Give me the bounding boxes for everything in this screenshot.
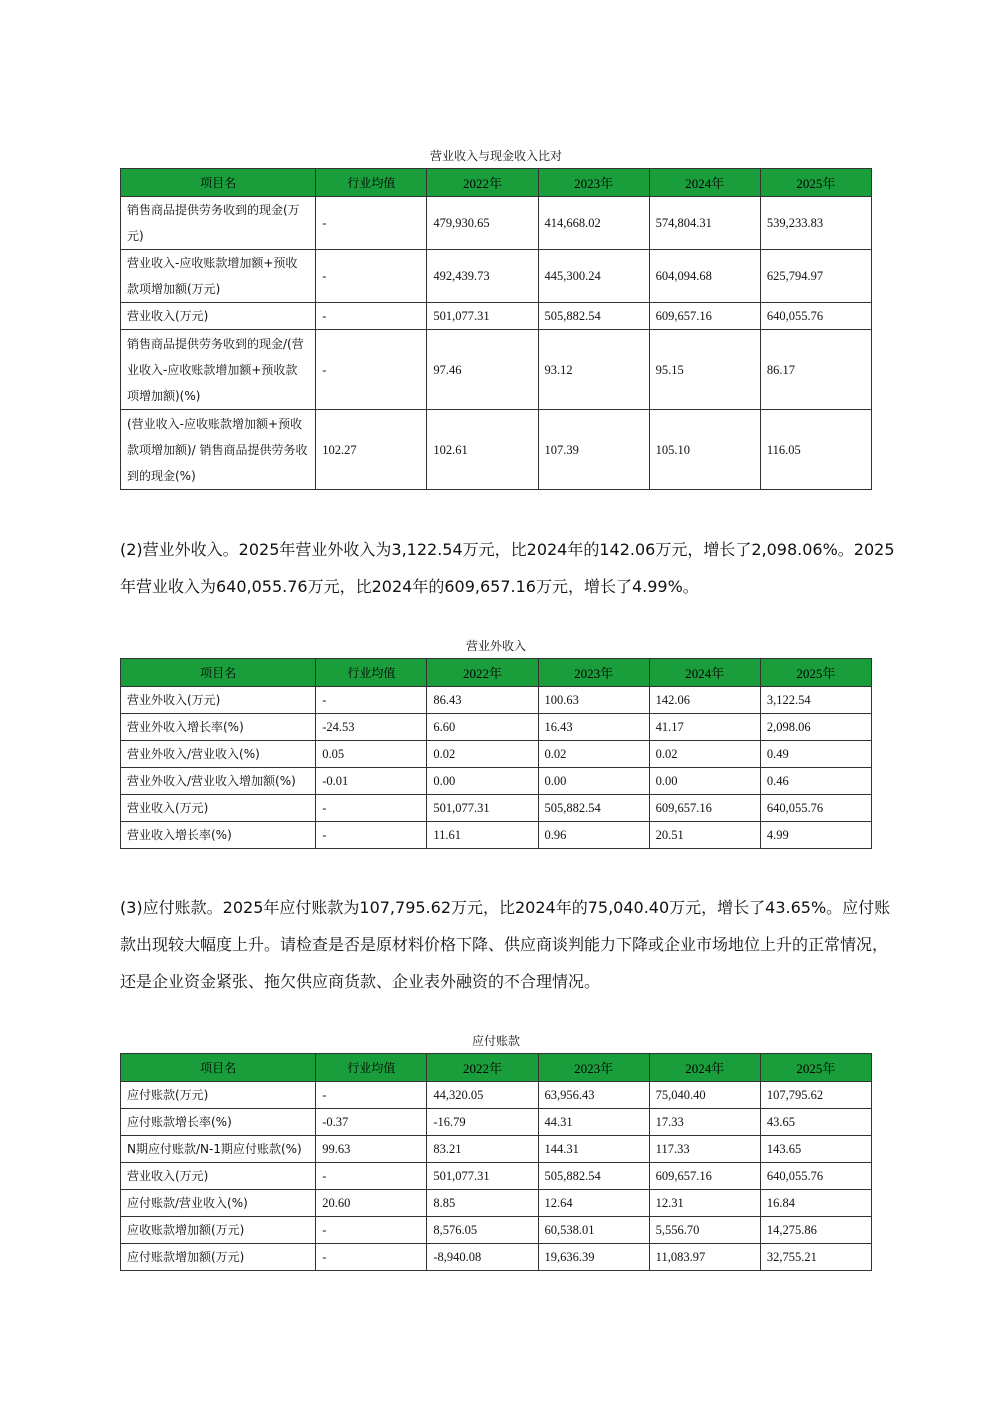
cell-value: -8,940.08 xyxy=(427,1244,538,1271)
cell-value: 86.17 xyxy=(760,330,871,410)
cell-value: - xyxy=(316,822,427,849)
cell-value: 8.85 xyxy=(427,1190,538,1217)
cell-value: 0.02 xyxy=(649,741,760,768)
cell-value: - xyxy=(316,197,427,250)
table-row xyxy=(121,1136,872,1163)
cell-value: 143.65 xyxy=(760,1136,871,1163)
cell-value: 14,275.86 xyxy=(760,1217,871,1244)
cell-value: 16.84 xyxy=(760,1190,871,1217)
cell-value: 60,538.01 xyxy=(538,1217,649,1244)
table3-caption: 应付账款 xyxy=(471,1034,520,1048)
cell-value: 20.51 xyxy=(649,822,760,849)
table-row xyxy=(121,1190,872,1217)
cell-value: 16.43 xyxy=(538,714,649,741)
row-label: 营业外收入/营业收入增加额(%) xyxy=(121,768,316,795)
cell-value: 574,804.31 xyxy=(649,197,760,250)
cell-value: 11,083.97 xyxy=(649,1244,760,1271)
column-header: 项目名 xyxy=(121,659,316,687)
cell-value: 609,657.16 xyxy=(649,303,760,330)
cell-value: -0.01 xyxy=(316,768,427,795)
cell-value: 609,657.16 xyxy=(649,795,760,822)
cell-value: 105.10 xyxy=(649,410,760,490)
cell-value: 86.43 xyxy=(427,687,538,714)
table-row xyxy=(121,1217,872,1244)
cell-value: 501,077.31 xyxy=(427,795,538,822)
cell-value: 609,657.16 xyxy=(649,1163,760,1190)
row-label: N期应付账款/N-1期应付账款(%) xyxy=(121,1136,316,1163)
row-label: 营业收入增长率(%) xyxy=(121,822,316,849)
cell-value: 414,668.02 xyxy=(538,197,649,250)
cell-value: -0.37 xyxy=(316,1109,427,1136)
cell-value: 32,755.21 xyxy=(760,1244,871,1271)
cell-value: 2,098.06 xyxy=(760,714,871,741)
column-header: 2024年 xyxy=(649,1054,760,1082)
row-label: 应付账款(万元) xyxy=(121,1082,316,1109)
cell-value: 501,077.31 xyxy=(427,303,538,330)
cell-value: - xyxy=(316,1163,427,1190)
cell-value: 44,320.05 xyxy=(427,1082,538,1109)
cell-value: 640,055.76 xyxy=(760,795,871,822)
row-label: 营业收入(万元) xyxy=(121,1163,316,1190)
table-row xyxy=(121,1244,872,1271)
cell-value: 0.00 xyxy=(538,768,649,795)
cell-value: 41.17 xyxy=(649,714,760,741)
cell-value: 75,040.40 xyxy=(649,1082,760,1109)
column-header: 2022年 xyxy=(427,169,538,197)
cell-value: 492,439.73 xyxy=(427,250,538,303)
cell-value: 19,636.39 xyxy=(538,1244,649,1271)
cell-value: 501,077.31 xyxy=(427,1163,538,1190)
cell-value: 17.33 xyxy=(649,1109,760,1136)
cell-value: 640,055.76 xyxy=(760,303,871,330)
column-header: 2023年 xyxy=(538,1054,649,1082)
column-header: 2024年 xyxy=(649,169,760,197)
row-label: 销售商品提供劳务收到的现金/(营业收入-应收账款增加额+预收款项增加额)(%) xyxy=(121,330,316,410)
cell-value: 144.31 xyxy=(538,1136,649,1163)
row-label: 营业收入(万元) xyxy=(121,795,316,822)
cell-value: 99.63 xyxy=(316,1136,427,1163)
row-label: 营业外收入(万元) xyxy=(121,687,316,714)
table-row xyxy=(121,303,872,330)
cell-value: - xyxy=(316,687,427,714)
column-header: 2022年 xyxy=(427,1054,538,1082)
table-row xyxy=(121,687,872,714)
row-label: 营业收入-应收账款增加额+预收款项增加额(万元) xyxy=(121,250,316,303)
cell-value: 12.64 xyxy=(538,1190,649,1217)
cell-value: - xyxy=(316,1217,427,1244)
row-label: 营业收入(万元) xyxy=(121,303,316,330)
table-row xyxy=(121,768,872,795)
table-row xyxy=(121,410,872,490)
cell-value: - xyxy=(316,1082,427,1109)
cell-value: 604,094.68 xyxy=(649,250,760,303)
table-non-operating-income xyxy=(120,658,872,849)
table-header-row xyxy=(121,659,872,687)
cell-value: 505,882.54 xyxy=(538,303,649,330)
cell-value: 107.39 xyxy=(538,410,649,490)
table-row xyxy=(121,197,872,250)
column-header: 项目名 xyxy=(121,1054,316,1082)
row-label: 应收账款增加额(万元) xyxy=(121,1217,316,1244)
column-header: 2023年 xyxy=(538,169,649,197)
cell-value: 4.99 xyxy=(760,822,871,849)
cell-value: 505,882.54 xyxy=(538,1163,649,1190)
cell-value: 95.15 xyxy=(649,330,760,410)
table-row xyxy=(121,1082,872,1109)
column-header: 2022年 xyxy=(427,659,538,687)
row-label: 营业外收入/营业收入(%) xyxy=(121,741,316,768)
table-row xyxy=(121,250,872,303)
cell-value: 0.00 xyxy=(649,768,760,795)
table-header-row xyxy=(121,169,872,197)
column-header: 2025年 xyxy=(760,659,871,687)
cell-value: 0.02 xyxy=(427,741,538,768)
cell-value: 12.31 xyxy=(649,1190,760,1217)
row-label: (营业收入-应收账款增加额+预收款项增加额)/ 销售商品提供劳务收到的现金(%) xyxy=(121,410,316,490)
row-label: 营业外收入增长率(%) xyxy=(121,714,316,741)
row-label: 应付账款增加额(万元) xyxy=(121,1244,316,1271)
column-header: 行业均值 xyxy=(316,169,427,197)
cell-value: 116.05 xyxy=(760,410,871,490)
paragraph-accounts-payable: (3)应付账款。2025年应付账款为107,795.62万元，比2024年的75,040.40万元，增长了43.65%。应付账款出现较大幅度上升。请检查是否是原材料价格下降、供应商谈判能力下降或企业市场地位上升的正常情况，还是企业资金紧张、拖欠供应商货款、企业表外融资的不合理情况。 xyxy=(120,898,891,991)
table-row xyxy=(121,822,872,849)
cell-value: 0.05 xyxy=(316,741,427,768)
cell-value: 102.61 xyxy=(427,410,538,490)
table-row xyxy=(121,330,872,410)
table-row xyxy=(121,741,872,768)
table-row xyxy=(121,1109,872,1136)
table-revenue-vs-cash xyxy=(120,168,872,490)
cell-value: - xyxy=(316,330,427,410)
column-header: 2023年 xyxy=(538,659,649,687)
table-accounts-payable xyxy=(120,1053,872,1271)
cell-value: 83.21 xyxy=(427,1136,538,1163)
cell-value: 539,233.83 xyxy=(760,197,871,250)
cell-value: 0.96 xyxy=(538,822,649,849)
cell-value: 97.46 xyxy=(427,330,538,410)
cell-value: -24.53 xyxy=(316,714,427,741)
cell-value: 142.06 xyxy=(649,687,760,714)
table-row xyxy=(121,795,872,822)
row-label: 应付账款/营业收入(%) xyxy=(121,1190,316,1217)
cell-value: 0.02 xyxy=(538,741,649,768)
column-header: 行业均值 xyxy=(316,1054,427,1082)
table-row xyxy=(121,1163,872,1190)
cell-value: 102.27 xyxy=(316,410,427,490)
cell-value: 11.61 xyxy=(427,822,538,849)
column-header: 2025年 xyxy=(760,1054,871,1082)
cell-value: 0.00 xyxy=(427,768,538,795)
cell-value: 107,795.62 xyxy=(760,1082,871,1109)
table-row xyxy=(121,714,872,741)
cell-value: 44.31 xyxy=(538,1109,649,1136)
column-header: 行业均值 xyxy=(316,659,427,687)
row-label: 应付账款增长率(%) xyxy=(121,1109,316,1136)
row-label: 销售商品提供劳务收到的现金(万元) xyxy=(121,197,316,250)
cell-value: 6.60 xyxy=(427,714,538,741)
cell-value: 0.46 xyxy=(760,768,871,795)
column-header: 2025年 xyxy=(760,169,871,197)
cell-value: 5,556.70 xyxy=(649,1217,760,1244)
table-header-row xyxy=(121,1054,872,1082)
column-header: 2024年 xyxy=(649,659,760,687)
cell-value: 3,122.54 xyxy=(760,687,871,714)
table1-caption: 营业收入与现金收入比对 xyxy=(429,149,562,163)
cell-value: 20.60 xyxy=(316,1190,427,1217)
cell-value: - xyxy=(316,795,427,822)
table2-caption: 营业外收入 xyxy=(465,639,526,653)
cell-value: - xyxy=(316,250,427,303)
column-header: 项目名 xyxy=(121,169,316,197)
cell-value: 0.49 xyxy=(760,741,871,768)
cell-value: 63,956.43 xyxy=(538,1082,649,1109)
cell-value: 445,300.24 xyxy=(538,250,649,303)
cell-value: 505,882.54 xyxy=(538,795,649,822)
cell-value: 93.12 xyxy=(538,330,649,410)
cell-value: - xyxy=(316,1244,427,1271)
cell-value: 100.63 xyxy=(538,687,649,714)
cell-value: - xyxy=(316,303,427,330)
cell-value: 117.33 xyxy=(649,1136,760,1163)
cell-value: 640,055.76 xyxy=(760,1163,871,1190)
paragraph-non-operating-income: (2)营业外收入。2025年营业外收入为3,122.54万元，比2024年的142.06万元，增长了2,098.06%。2025年营业收入为640,055.76万元，比2024年的609,657.16万元，增长了4.99%。 xyxy=(120,540,895,596)
cell-value: -16.79 xyxy=(427,1109,538,1136)
cell-value: 479,930.65 xyxy=(427,197,538,250)
cell-value: 625,794.97 xyxy=(760,250,871,303)
cell-value: 43.65 xyxy=(760,1109,871,1136)
cell-value: 8,576.05 xyxy=(427,1217,538,1244)
